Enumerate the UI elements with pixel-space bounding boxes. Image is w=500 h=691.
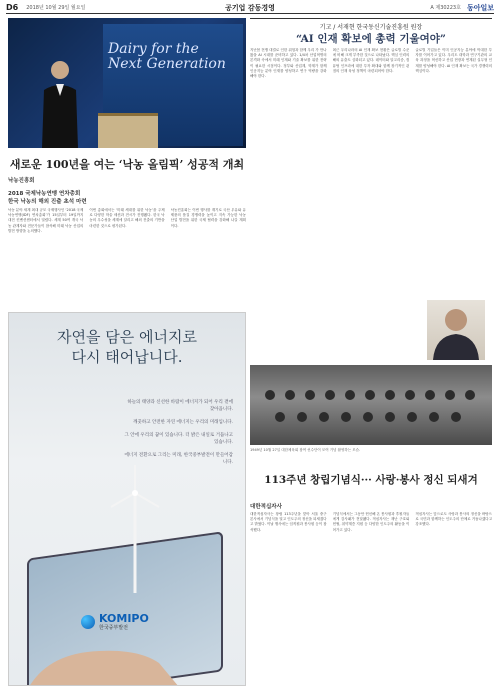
page-header (6, 2, 494, 14)
banner-text (108, 42, 226, 72)
section-title: 공기업 감동경영 (225, 3, 275, 12)
speaker-figure (36, 56, 84, 148)
article-column: 대한적십자사는 창립 113주년을 맞아 서울 중구 본사에서 기념식을 열고 인도주의 정신을 되새겼다고 밝혔다. 이날 행사에는 임직원과 봉사원 등이 참석했다. (250, 512, 327, 532)
article-body (250, 512, 492, 687)
article-column: 기념식에서는 그동안 헌신해 온 봉사원과 후원자들에게 감사패가 전달됐다. 적십자사는 재난 구호와 헌혈, 취약계층 지원 등 다양한 인도주의 활동을 이어가고 있다. (332, 512, 410, 532)
interview-kicker: 기고 / 서재현 한국동신기술진흥원 원장 (319, 24, 423, 31)
page-number: D6 (6, 3, 19, 12)
issue-date: 2018년 10월 29일 월요일 (26, 5, 86, 11)
newspaper-logo: 동아일보 (466, 3, 494, 12)
article-column: 이번 총회에서는 ‘미래 세대를 위한 낙농’을 주제로 다양한 학술 세션과 전시가 진행됐다. 한국 낙농의 우수성을 세계에 알리고 해외 진출의 기반을 마련한 것으로 평가된다. (89, 208, 165, 228)
komipo-advertisement (8, 312, 246, 686)
interview-column: 지난봄 전쟁 대결로 인한 위험과 함께 우리 가 만나왔을 AI 시대를 준비하고 있다. 1/4차 산업혁명의 본격화 속에서 미래 인재와 기술 확보를 위한 전략이 필요한 시점이다. 정부와 산업계, 학계가 함께 인공지능 분야 인재를 양성하고 연구 역량을 강화해야 한다. (250, 48, 327, 79)
ad-copy-line: 하늘의 태양과 신선한 바람이 에너지가 되어 우리 곁에 찾아옵니다. (127, 400, 233, 412)
article-body (8, 208, 246, 303)
article-headline: 새로운 100년을 여는 ‘낙농 올림픽’ 성공적 개최 (9, 158, 245, 171)
komipo-mark-icon (81, 615, 95, 629)
ad-headline (9, 327, 245, 367)
dairy-conference-photo (8, 18, 246, 148)
subhead: 2018 국제낙농연맹 연차총회 (8, 191, 81, 197)
ad-headline-line: 다시 태어납니다. (71, 348, 183, 366)
article-subheads (8, 190, 87, 206)
interview-title: “AI 인재 확보에 총력 기울여야” (296, 33, 446, 45)
article-column: 적십자사는 앞으로도 사랑과 봉사의 정신을 바탕으로 국민과 함께하는 인도주의 단체로 거듭나겠다고 강조했다. (415, 512, 493, 527)
ad-copy (123, 399, 233, 472)
article-headline: 113주년 창립기념식··· 사랑·봉사 정신 되새겨 (264, 474, 478, 486)
brand-name-kr: 한국중부발전 (99, 625, 128, 631)
interview-body (250, 48, 492, 283)
ad-copy-line: 깨끗하고 안전한 자연 에너지는 우리의 미래입니다. (133, 420, 233, 425)
wind-turbine-icon (105, 463, 165, 593)
page-code: A 제30223호 (430, 5, 461, 11)
hand-icon (9, 643, 246, 686)
article-column: 낙농 분야 세계 최대 규모 국제행사인 ‘2018 국제낙농연맹(IDF) 연차총회’가 15일부터 19일까지 대전 컨벤션센터에서 열렸다. 세계 50여 개국 낙농 관계자와 전문가들이 참석해 미래 낙농 산업의 발전 방향을 논의했다. (8, 208, 84, 233)
article-column: 낙농진흥회는 이번 행사를 계기로 국산 우유와 유제품의 품질 경쟁력을 높이고 지속 가능한 낙농 산업 발전을 위한 국제 협력을 강화해 나갈 계획이다. (170, 208, 246, 228)
podium (98, 113, 158, 148)
group-photo (250, 365, 492, 445)
ad-headline-line: 자연을 담은 에너지로 (57, 328, 197, 346)
banner-line-1: Dairy for the (108, 41, 199, 57)
brand-name: KOMIPO (99, 612, 149, 625)
article-tag: 대한적십자사 (250, 504, 282, 510)
ad-copy-line: 그 안에 우리의 꿈이 있습니다. 더 밝은 내일로 거듭나고 있습니다. (124, 433, 233, 445)
author-portrait (427, 300, 485, 360)
ad-copy-line: 에너지 전환으로 그리는 미래, 한국중부발전이 만들어갑니다. (124, 453, 233, 465)
interview-column: 글로벌 기업들은 이미 인공지능 분야에 막대한 투자를 이어가고 있다. 우리도 대학과 연구기관의 교육 과정을 혁신하고 산업 현장과 연계된 실무형 인재를 양성해야 한다. AI 인재 확보는 국가 경쟁력의 핵심이다. (415, 48, 493, 73)
banner-line-2: Next Generation (108, 56, 226, 72)
interview-column: 최근 우리나라의 AI 인재 확보 현황은 글로벌 수준에 비해 크게 부족한 것으로 나타났다. 핵심 인력의 해외 유출도 심화되고 있다. 데이터와 알고리즘, 컴퓨팅 인프라에 대한 투자 확대와 함께 장기적인 관점의 인재 육성 정책이 마련되어야 한다. (332, 48, 410, 73)
article-tag: 낙농진흥회 (8, 178, 35, 184)
subhead: 한국 낙농의 해외 진출 초석 마련 (8, 199, 87, 205)
photo-caption: 1949년 10월 27일 대한체육회 참여 선수단이 모여 기념 촬영하는 모습. (250, 448, 361, 452)
interview-header (250, 18, 492, 44)
komipo-logo (81, 613, 149, 631)
